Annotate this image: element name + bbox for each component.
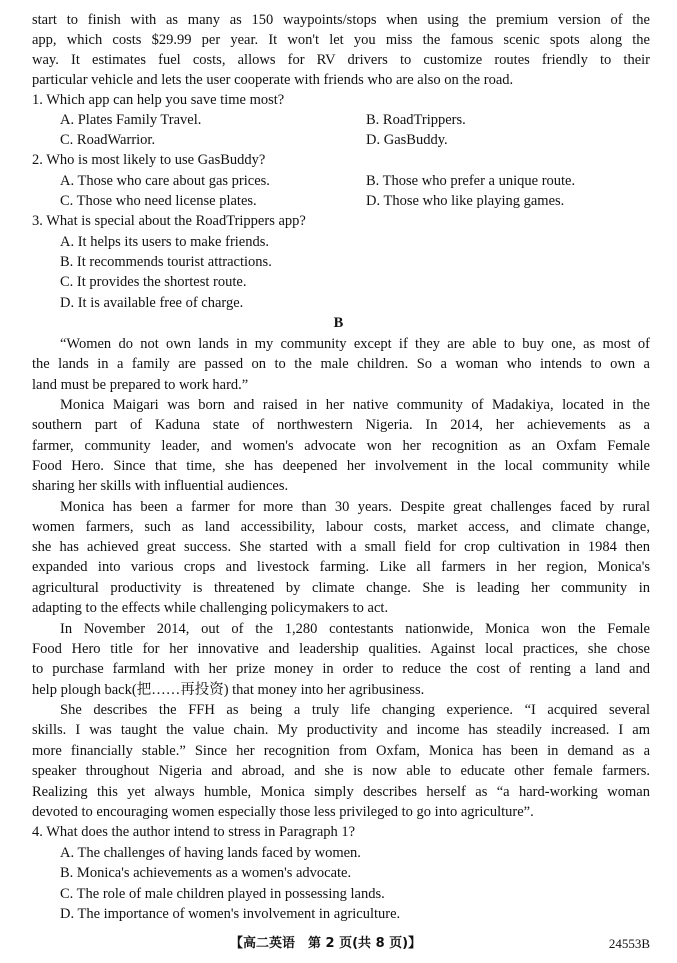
passage-b-line: adapting to the effects while challenging policymakers to act. (32, 600, 389, 616)
passage-b-line: to purchase farmland with her prize money in order to reduce the cost of renting a land and (32, 661, 650, 677)
passage-b-line: Monica has been a farmer for more than 30 years. Despite great challenges faced by rural (60, 499, 650, 515)
question-4-stem: 4. What does the author intend to stress in Paragraph 1? (32, 824, 356, 840)
passage-b-line: Monica Maigari was born and raised in her native community of Madakiya, located in the (60, 397, 650, 413)
passage-b-line: southern part of Kaduna state of northwestern Nigeria. In 2014, her achievements as a (32, 417, 650, 433)
passage-a-line: start to finish with as many as 150 waypoints/stops when using the premium version of the (32, 12, 650, 28)
question-1-option-c: C. RoadWarrior. (60, 132, 156, 148)
section-b-heading: B (333, 315, 344, 331)
passage-b-line: Food Hero. Since that time, she has deepened her involvement in the local community while (32, 458, 650, 474)
passage-a-line: way. It estimates fuel costs, allows for RV drivers to customize routes friendly to their (32, 52, 650, 68)
question-2-stem: 2. Who is most likely to use GasBuddy? (32, 152, 266, 168)
question-3-option-c: C. It provides the shortest route. (60, 274, 247, 290)
question-3-option-a: A. It helps its users to make friends. (60, 234, 270, 250)
passage-b-line: devoted to encouraging women especially those less privileged to go into agriculture”. (32, 804, 534, 820)
question-4-option-a: A. The challenges of having lands faced by women. (60, 845, 361, 861)
question-4-option-b: B. Monica's achievements as a women's advocate. (60, 865, 352, 881)
question-1-option-d: D. GasBuddy. (366, 132, 448, 148)
passage-b-line: help plough back(把……再投资) that money into her agribusiness. (32, 682, 425, 698)
question-4-option-c: C. The role of male children played in possessing lands. (60, 886, 385, 902)
passage-b-line: expanded into various crops and livestock farming. Like all farmers in her region, Monica's (32, 559, 650, 575)
question-1-stem: 1. Which app can help you save time most? (32, 92, 285, 108)
passage-b-line: land must be prepared to work hard.” (32, 377, 249, 393)
passage-b-line: agricultural productivity is threatened by climate change. She is leading her community in (32, 580, 650, 596)
passage-b-line: “Women do not own lands in my community except if they are able to buy one, as most of (60, 336, 650, 352)
passage-b-line: Realizing this yet always humble, Monica simply describes herself as “a hard-working woman (32, 784, 650, 800)
passage-b-line: more financially stable.” Since her recognition from Oxfam, Monica has been in demand as a (32, 743, 650, 759)
question-2-option-c: C. Those who need license plates. (60, 193, 257, 209)
question-3-stem: 3. What is special about the RoadTrippers app? (32, 213, 306, 229)
question-1-option-a: A. Plates Family Travel. (60, 112, 202, 128)
passage-b-line: She describes the FFH as being a truly life changing experience. “I acquired several (60, 702, 650, 718)
passage-a-line: app, which costs $29.99 per year. It won't let you miss the famous scenic spots along the (32, 32, 650, 48)
question-2-option-d: D. Those who like playing games. (366, 193, 565, 209)
question-2-option-a: A. Those who care about gas prices. (60, 173, 270, 189)
passage-b-line: she has achieved great success. She started with a small field for crop cultivation in 1984 then (32, 539, 650, 555)
page-footer-label: 【高二英语 第 2 页(共 8 页)】 (230, 936, 422, 951)
passage-b-line: skills. I was taught the value chain. My productivity and income has steadily increased. I am (32, 722, 650, 738)
passage-b-line: farmer, community leader, and women's advocate won her recognition as an Oxfam Female (32, 438, 650, 454)
question-4-option-d: D. The importance of women's involvement in agriculture. (60, 906, 401, 922)
question-3-option-d: D. It is available free of charge. (60, 295, 244, 311)
exam-code: 24553B (608, 936, 650, 951)
passage-b-line: women farmers, such as land accessibility, labour costs, market access, and climate change, (32, 519, 650, 535)
passage-b-line: speaker throughout Nigeria and abroad, and she is now able to educate other female farmers. (32, 763, 650, 779)
passage-a-line: particular vehicle and lets the user cooperate with friends who are also on the road. (32, 72, 514, 88)
question-3-option-b: B. It recommends tourist attractions. (60, 254, 272, 270)
question-1-option-b: B. RoadTrippers. (366, 112, 466, 128)
question-2-option-b: B. Those who prefer a unique route. (366, 173, 576, 189)
passage-b-line: In November 2014, out of the 1,280 contestants nationwide, Monica won the Female (60, 621, 650, 637)
passage-b-line: the lands in a family are passed on to the male children. So a woman who intends to own a (32, 356, 650, 372)
passage-b-line: Food Hero title for her innovative and leadership qualities. Against local practices, she chose (32, 641, 650, 657)
passage-b-line: sharing her skills with influential audiences. (32, 478, 289, 494)
